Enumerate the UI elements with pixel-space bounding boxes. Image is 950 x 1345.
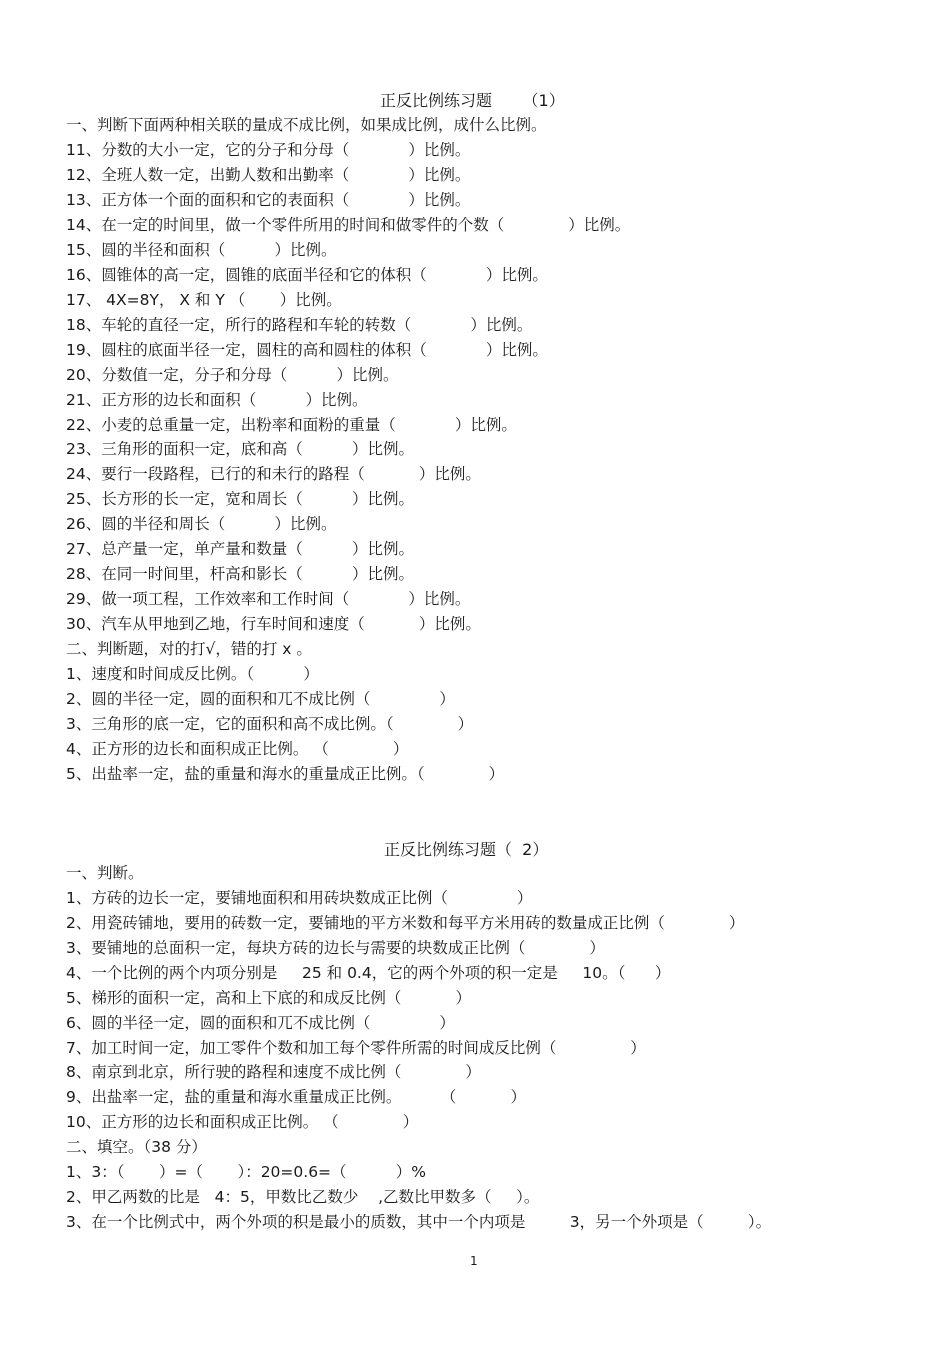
sheet1-line: 17、 4X=8Y， X 和 Y （ ）比例。 [66,290,342,309]
sheet1-line: 13、正方体一个面的面积和它的表面积（ ）比例。 [66,190,471,209]
sheet1-line: 18、车轮的直径一定，所行的路程和车轮的转数（ ）比例。 [66,315,533,334]
sheet2-line: 6、圆的半径一定，圆的面积和兀不成比例（ ） [66,1013,455,1032]
sheet1-line: 5、出盐率一定，盐的重量和海水的重量成正比例。（ ） [66,764,505,783]
sheet1-line: 16、圆锥体的高一定，圆锥的底面半径和它的体积（ ）比例。 [66,265,548,284]
sheet1-line: 25、长方形的长一定，宽和周长（ ）比例。 [66,490,414,509]
page-number: 1 [470,1254,478,1268]
sheet2-line: 1、方砖的边长一定，要铺地面积和用砖块数成正比例（ ） [66,888,533,907]
sheet2-line: 2、甲乙两数的比是 4：5，甲数比乙数少 ,乙数比甲数多（ ）。 [66,1188,540,1207]
sheet1-line: 23、三角形的面积一定，底和高（ ）比例。 [66,440,414,459]
sheet2-line: 二、填空。（38 分） [66,1138,207,1157]
sheet1-title: 正反比例练习题 （1） [380,91,565,110]
sheet1-line: 11、分数的大小一定，它的分子和分母（ ）比例。 [66,140,471,159]
sheet2-title: 正反比例练习题（ 2） [384,840,549,859]
sheet1-line: 26、圆的半径和周长（ ）比例。 [66,515,337,534]
sheet1-line: 24、要行一段路程，已行的和未行的路程（ ）比例。 [66,465,481,484]
sheet2-line: 4、一个比例的两个内项分别是 25 和 0.4，它的两个外项的积一定是 10。（ ） [66,963,671,982]
sheet1-line: 28、在同一时间里，杆高和影长（ ）比例。 [66,565,414,584]
sheet1-line: 30、汽车从甲地到乙地，行车时间和速度（ ）比例。 [66,615,481,634]
sheet1-line: 19、圆柱的底面半径一定，圆柱的高和圆柱的体积（ ）比例。 [66,340,548,359]
sheet1-line: 21、正方形的边长和面积（ ）比例。 [66,390,368,409]
sheet1-line: 20、分数值一定，分子和分母（ ）比例。 [66,365,399,384]
sheet2-line: 7、加工时间一定，加工零件个数和加工每个零件所需的时间成反比例（ ） [66,1038,646,1057]
sheet1-line: 2、圆的半径一定，圆的面积和兀不成比例（ ） [66,690,455,709]
sheet2-line: 3、在一个比例式中，两个外项的积是最小的质数，其中一个内项是 3，另一个外项是（ ）。 [66,1213,772,1232]
sheet2-line: 8、南京到北京，所行驶的路程和速度不成比例（ ） [66,1063,481,1082]
sheet1-line: 4、正方形的边长和面积成正比例。 （ ） [66,740,409,758]
sheet2-line: 3、要铺地的总面积一定，每块方砖的边长与需要的块数成正比例（ ） [66,938,605,957]
sheet1-line: 1、速度和时间成反比例。（ ） [66,665,319,684]
sheet2-line: 2、用瓷砖铺地，要用的砖数一定，要铺地的平方米数和每平方米用砖的数量成正比例（ ） [66,913,745,932]
sheet1-line: 22、小麦的总重量一定，出粉率和面粉的重量（ ）比例。 [66,415,517,434]
sheet2-line: 5、梯形的面积一定，高和上下底的和成反比例（ ） [66,988,472,1007]
sheet2-line: 10、正方形的边长和面积成正比例。 （ ） [66,1113,419,1132]
sheet1-line: 12、全班人数一定，出勤人数和出勤率（ ）比例。 [66,165,471,184]
sheet1-line: 14、在一定的时间里，做一个零件所用的时间和做零件的个数（ ）比例。 [66,215,631,234]
sheet1-line: 3、三角形的底一定，它的面积和高不成比例。（ ） [66,715,474,734]
sheet2-line: 1、3：（ ）=（ ）：20=0.6=（ ）% [66,1163,427,1182]
sheet1-line: 二、判断题，对的打√，错的打 x 。 [66,640,312,659]
sheet2-line: 9、出盐率一定，盐的重量和海水重量成正比例。 （ ） [66,1088,526,1107]
sheet1-line: 15、圆的半径和面积（ ）比例。 [66,240,337,259]
sheet2-line: 一、判断。 [66,864,144,882]
sheet1-line: 27、总产量一定，单产量和数量（ ）比例。 [66,540,414,559]
sheet1-line: 一、判断下面两种相关联的量成不成比例，如果成比例，成什么比例。 [66,116,547,134]
sheet1-line: 29、做一项工程，工作效率和工作时间（ ）比例。 [66,590,471,609]
